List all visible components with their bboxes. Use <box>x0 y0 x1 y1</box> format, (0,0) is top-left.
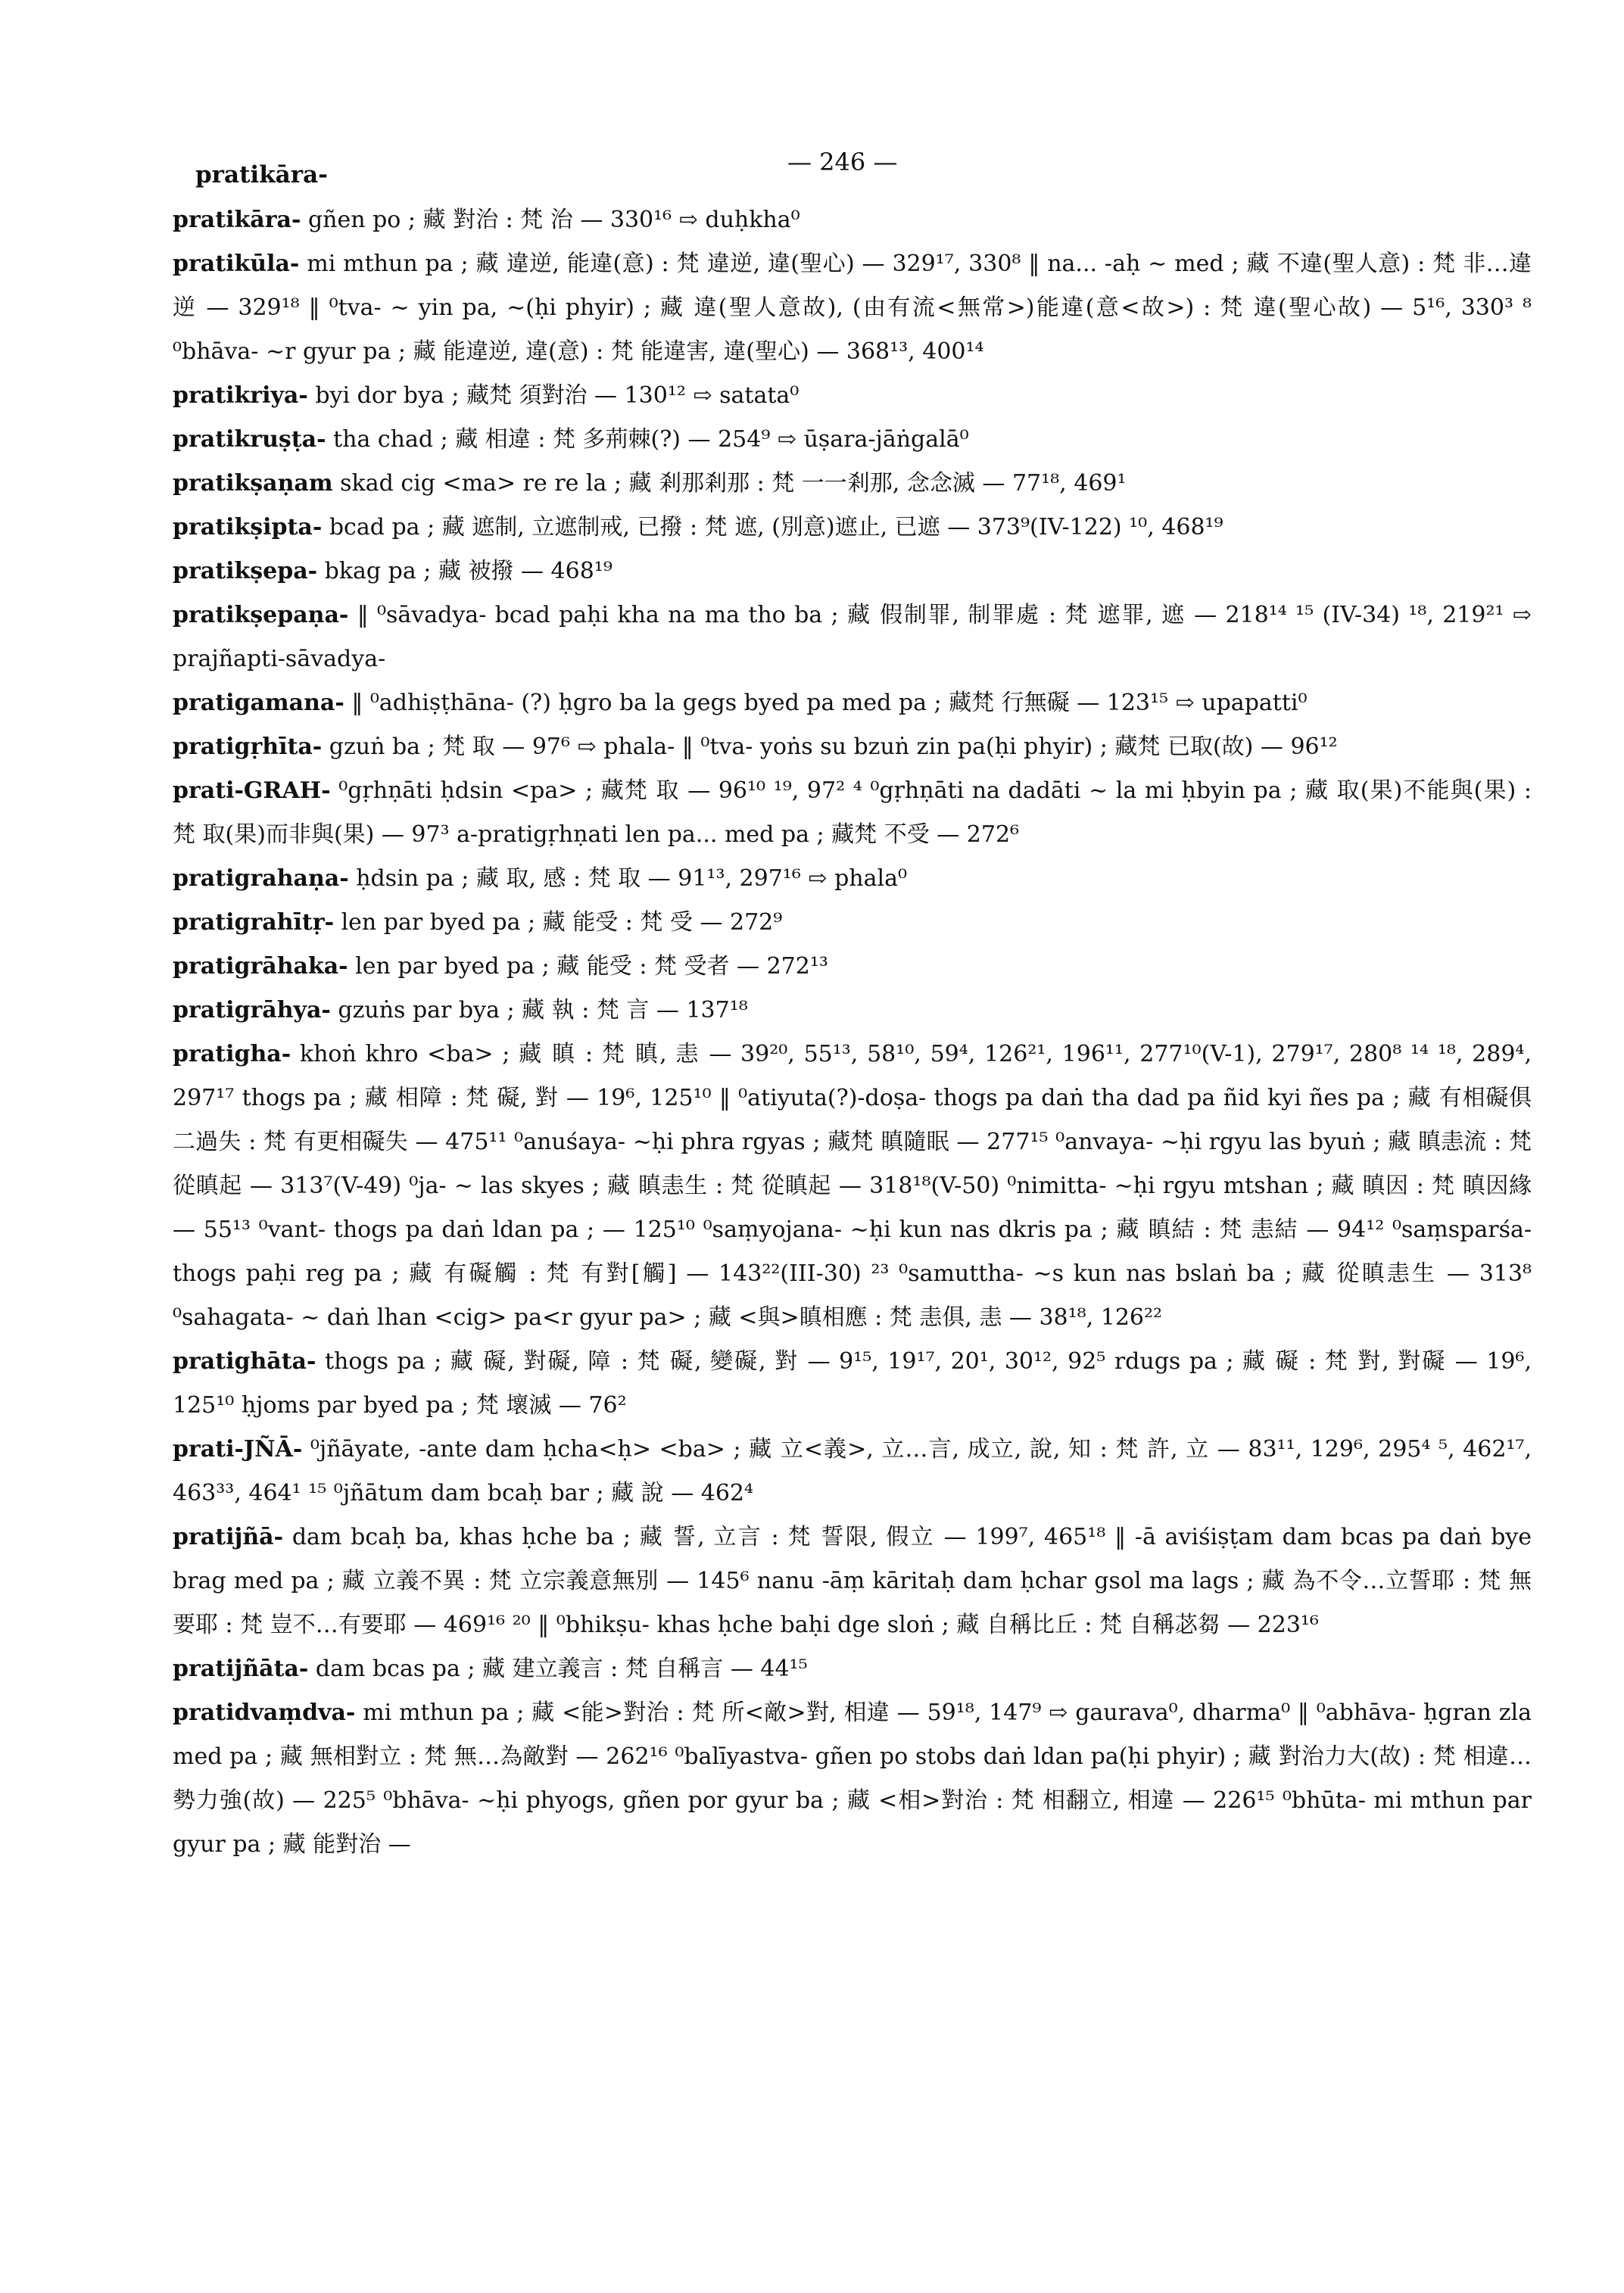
dictionary-entry <box>173 989 1532 1033</box>
entry-headword: pratigrahītṛ- <box>173 909 335 936</box>
dictionary-entry <box>173 1516 1532 1647</box>
dictionary-entry <box>173 681 1532 725</box>
entry-headword: prati-GRAH- <box>173 777 331 804</box>
entry-definition: gñen po ; 藏 對治 : 梵 治 — 330¹⁶ ⇨ duḥkha⁰ <box>307 207 800 233</box>
entry-definition: ḥdsin pa ; 藏 取, 感 : 梵 取 — 91¹³, 297¹⁶ ⇨ phala⁰ <box>356 865 907 892</box>
dictionary-entry <box>173 242 1532 374</box>
entry-headword: pratigrāhaka- <box>173 953 348 980</box>
entry-headword: pratikṣepaṇa- <box>173 602 349 628</box>
entry-headword: pratijñā- <box>173 1524 284 1550</box>
page-header <box>0 148 1624 193</box>
entry-definition: dam bcaḥ ba, khas ḥche ba ; 藏 誓, 立言 : 梵 誓限, 假立 — 199⁷, 465¹⁸ ‖ -ā aviśiṣṭam dam bcas pa daṅ bye brag med pa ; 藏 立義不異 : 梵 立宗義意無別 — 145⁶ nanu -āṃ kāritaḥ dam ḥchar gsol ma lags ; 藏 為不令…立誓耶 : 梵 無要耶 : 梵 豈不…有要耶 — 469¹⁶ ²⁰ ‖ ⁰bhikṣu- khas ḥche baḥi dge sloṅ ; 藏 自稱比丘 : 梵 自稱苾芻 — 223¹⁶ <box>173 1524 1532 1638</box>
entry-definition: ‖ ⁰adhiṣṭhāna- (?) ḥgro ba la gegs byed pa med pa ; 藏梵 行無礙 — 123¹⁵ ⇨ upapatti⁰ <box>351 690 1308 716</box>
entry-list <box>173 198 1532 1867</box>
entry-headword: pratighāta- <box>173 1348 316 1375</box>
entry-definition: ⁰gṛhṇāti ḥdsin <pa> ; 藏梵 取 — 96¹⁰ ¹⁹, 97² ⁴ ⁰gṛhṇāti na dadāti ~ la mi ḥbyin pa ; 藏 取(果)不能與(果) : 梵 取(果)而非與(果) — 97³ a-pratigṛhṇati len pa... med pa ; 藏梵 不受 — 272⁶ <box>173 777 1532 848</box>
entry-headword: pratigṛhīta- <box>173 734 323 760</box>
entry-headword: pratigha- <box>173 1041 291 1067</box>
entry-definition: bcad pa ; 藏 遮制, 立遮制戒, 已撥 : 梵 遮, (別意)遮止, 已遮 — 373⁹(IV-122) ¹⁰, 468¹⁹ <box>329 514 1223 541</box>
entry-definition: gzuṅ ba ; 梵 取 — 97⁶ ⇨ phala- ‖ ⁰tva- yoṅs su bzuṅ zin pa(ḥi phyir) ; 藏梵 已取(故) — 96¹² <box>329 734 1338 760</box>
entry-headword: pratijñāta- <box>173 1656 309 1682</box>
dictionary-entry <box>173 462 1532 506</box>
entry-definition: ‖ ⁰sāvadya- bcad paḥi kha na ma tho ba ; 藏 假制罪, 制罪處 : 梵 遮罪, 遮 — 218¹⁴ ¹⁵ (IV-34) ¹⁸, 219²¹ ⇨ prajñapti-sāvadya- <box>173 602 1532 672</box>
entry-headword: pratikṣaṇam <box>173 470 333 497</box>
page-number: — 246 — <box>787 148 898 176</box>
dictionary-entry <box>173 1691 1532 1867</box>
entry-headword: pratigrahaṇa- <box>173 865 349 892</box>
dictionary-entry <box>173 769 1532 857</box>
entry-definition: byi dor bya ; 藏梵 須對治 — 130¹² ⇨ satata⁰ <box>315 382 800 409</box>
entry-definition: gzuṅs par bya ; 藏 執 : 梵 言 — 137¹⁸ <box>338 997 748 1023</box>
entry-definition: len par byed pa ; 藏 能受 : 梵 受者 — 272¹³ <box>355 953 828 980</box>
entry-definition: tha chad ; 藏 相違 : 梵 多荊棘(?) — 254⁹ ⇨ ūṣara-jāṅgalā⁰ <box>333 426 969 453</box>
dictionary-entry <box>173 945 1532 989</box>
dictionary-entry <box>173 1033 1532 1340</box>
dictionary-entry <box>173 901 1532 945</box>
entry-definition: mi mthun pa ; 藏 <能>對治 : 梵 所<敵>對, 相違 — 59¹⁸, 147⁹ ⇨ gaurava⁰, dharma⁰ ‖ ⁰abhāva- ḥgran zla med pa ; 藏 無相對立 : 梵 無…為敵對 — 262¹⁶ ⁰balīyastva- gñen po stobs daṅ ldan pa(ḥi phyir) ; 藏 對治力大(故) : 梵 相違…勢力強(故) — 225⁵ ⁰bhāva- ~ḥi phyogs, gñen por gyur ba ; 藏 <相>對治 : 梵 相翻立, 相違 — 226¹⁵ ⁰bhūta- mi mthun par gyur pa ; 藏 能對治 — <box>173 1699 1532 1858</box>
entry-headword: pratigamana- <box>173 690 344 716</box>
dictionary-entry <box>173 1428 1532 1516</box>
dictionary-entry <box>173 198 1532 242</box>
entry-headword: pratidvaṃdva- <box>173 1699 356 1726</box>
dictionary-entry <box>173 506 1532 550</box>
running-head: pratikāra- <box>195 161 329 188</box>
dictionary-entry <box>173 725 1532 769</box>
entry-headword: pratigrāhya- <box>173 997 331 1023</box>
entry-definition: skad cig <ma> re re la ; 藏 剎那剎那 : 梵 一一剎那, 念念滅 — 77¹⁸, 469¹ <box>340 470 1127 497</box>
entry-headword: pratikāra- <box>173 207 301 233</box>
entry-definition: thogs pa ; 藏 礙, 對礙, 障 : 梵 礙, 變礙, 對 — 9¹⁵, 19¹⁷, 20¹, 30¹², 92⁵ rdugs pa ; 藏 礙 : 梵 對, 對礙 — 19⁶, 125¹⁰ ḥjoms par byed pa ; 梵 壞滅 — 76² <box>173 1348 1532 1419</box>
dictionary-entry <box>173 1647 1532 1691</box>
entry-headword: pratikṣipta- <box>173 514 323 541</box>
dictionary-entry <box>173 594 1532 681</box>
entry-headword: pratikṣepa- <box>173 558 318 584</box>
entry-headword: prati-JÑĀ- <box>173 1436 303 1463</box>
dictionary-entry <box>173 857 1532 901</box>
entry-headword: pratikruṣṭa- <box>173 426 326 453</box>
entry-definition: len par byed pa ; 藏 能受 : 梵 受 — 272⁹ <box>341 909 783 936</box>
dictionary-entry <box>173 418 1532 462</box>
entry-headword: pratikūla- <box>173 251 300 277</box>
entry-definition: mi mthun pa ; 藏 違逆, 能違(意) : 梵 違逆, 違(聖心) — 329¹⁷, 330⁸ ‖ na... -aḥ ~ med ; 藏 不違(聖人意) : 梵 非…違逆 — 329¹⁸ ‖ ⁰tva- ~ yin pa, ~(ḥi phyir) ; 藏 違(聖人意故), (由有流<無常>)能違(意<故>) : 梵 違(聖心故) — 5¹⁶, 330³ ⁸ ⁰bhāva- ~r gyur pa ; 藏 能違逆, 違(意) : 梵 能違害, 違(聖心) — 368¹³, 400¹⁴ <box>173 251 1532 365</box>
entry-definition: khoṅ khro <ba> ; 藏 瞋 : 梵 瞋, 恚 — 39²⁰, 55¹³, 58¹⁰, 59⁴, 126²¹, 196¹¹, 277¹⁰(V-1), 279¹⁷, 280⁸ ¹⁴ ¹⁸, 289⁴, 297¹⁷ thogs pa ; 藏 相障 : 梵 礙, 對 — 19⁶, 125¹⁰ ‖ ⁰atiyuta(?)-doṣa- thogs pa daṅ tha dad pa ñid kyi ñes pa ; 藏 有相礙俱二過失 : 梵 有更相礙失 — 475¹¹ ⁰anuśaya- ~ḥi phra rgyas ; 藏梵 瞋隨眠 — 277¹⁵ ⁰anvaya- ~ḥi rgyu las byuṅ ; 藏 瞋恚流 : 梵 從瞋起 — 313⁷(V-49) ⁰ja- ~ las skyes ; 藏 瞋恚生 : 梵 從瞋起 — 318¹⁸(V-50) ⁰nimitta- ~ḥi rgyu mtshan ; 藏 瞋因 : 梵 瞋因緣 — 55¹³ ⁰vant- thogs pa daṅ ldan pa ; — 125¹⁰ ⁰saṃyojana- ~ḥi kun nas dkris pa ; 藏 瞋結 : 梵 恚結 — 94¹² ⁰saṃsparśa- thogs paḥi reg pa ; 藏 有礙觸 : 梵 有對[觸] — 143²²(III-30) ²³ ⁰samuttha- ~s kun nas bslaṅ ba ; 藏 從瞋恚生 — 313⁸ ⁰sahagata- ~ daṅ lhan <cig> pa<r gyur pa> ; 藏 <與>瞋相應 : 梵 恚俱, 恚 — 38¹⁸, 126²² <box>173 1041 1532 1331</box>
entry-definition: bkag pa ; 藏 被撥 — 468¹⁹ <box>324 558 613 584</box>
entry-definition: dam bcas pa ; 藏 建立義言 : 梵 自稱言 — 44¹⁵ <box>315 1656 808 1682</box>
dictionary-entry <box>173 550 1532 594</box>
dictionary-entry <box>173 1340 1532 1428</box>
entry-definition: ⁰jñāyate, -ante dam ḥcha<ḥ> <ba> ; 藏 立<義>, 立…言, 成立, 說, 知 : 梵 許, 立 — 83¹¹, 129⁶, 295⁴ ⁵, 462¹⁷, 463³³, 464¹ ¹⁵ ⁰jñātum dam bcaḥ bar ; 藏 說 — 462⁴ <box>173 1436 1532 1506</box>
entry-headword: pratikriya- <box>173 382 308 409</box>
dictionary-entry <box>173 374 1532 418</box>
